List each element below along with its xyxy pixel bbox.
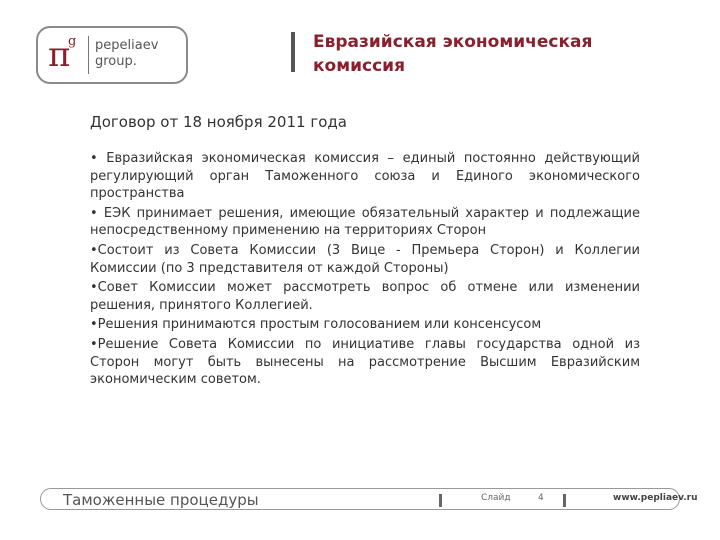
slide-title-line-1: Евразийская экономическая <box>313 32 593 52</box>
bullet-item: • Евразийская экономическая комиссия – единый постоянно действующий регулирующий орган Таможенного союза и Единого экономического пространства <box>90 151 640 202</box>
bullet-item: • ЕЭК принимает решения, имеющие обязательный характер и подлежащие непосредственному применению на территориях Сторон <box>90 205 640 239</box>
footer-divider <box>563 494 566 507</box>
slide-title-line-2: комиссия <box>313 56 406 76</box>
pepeliaev-logo <box>36 26 188 84</box>
bullet-item: •Совет Комиссии может рассмотреть вопрос об отмене или изменении решения, принятого Коллегией. <box>90 280 640 313</box>
bullet-item: •Состоит из Совета Комиссии (3 Вице - Премьера Сторон) и Коллегии Комиссии (по 3 представителя от каждой Стороны) <box>90 242 640 276</box>
logo-line-2: group. <box>95 54 137 69</box>
slide-subtitle: Договор от 18 ноября 2011 года <box>90 113 347 131</box>
footer-title: Таможенные процедуры <box>63 491 259 509</box>
footer-slide-number: 4 <box>538 493 544 503</box>
logo-superscript: g <box>68 34 77 49</box>
logo-pi-symbol: π <box>48 35 71 75</box>
logo-line-1: pepeliaev <box>95 38 159 53</box>
logo-divider <box>88 36 89 74</box>
footer-divider <box>439 494 442 507</box>
bullet-item: •Решение Совета Комиссии по инициативе главы государства одной из Сторон могут быть вынесены на рассмотрение Высшим Евразийским экономическим советом. <box>90 336 640 388</box>
slide-title <box>313 30 693 78</box>
title-accent-bar <box>291 32 295 72</box>
footer-bar <box>40 488 698 510</box>
bullet-list <box>90 150 640 391</box>
footer-url-link[interactable]: www.pepliaev.ru <box>613 493 698 503</box>
bullet-item: •Решения принимаются простым голосованием или консенсусом <box>90 317 542 333</box>
logo-text <box>95 38 158 70</box>
footer-slide-label: Слайд <box>481 493 511 503</box>
